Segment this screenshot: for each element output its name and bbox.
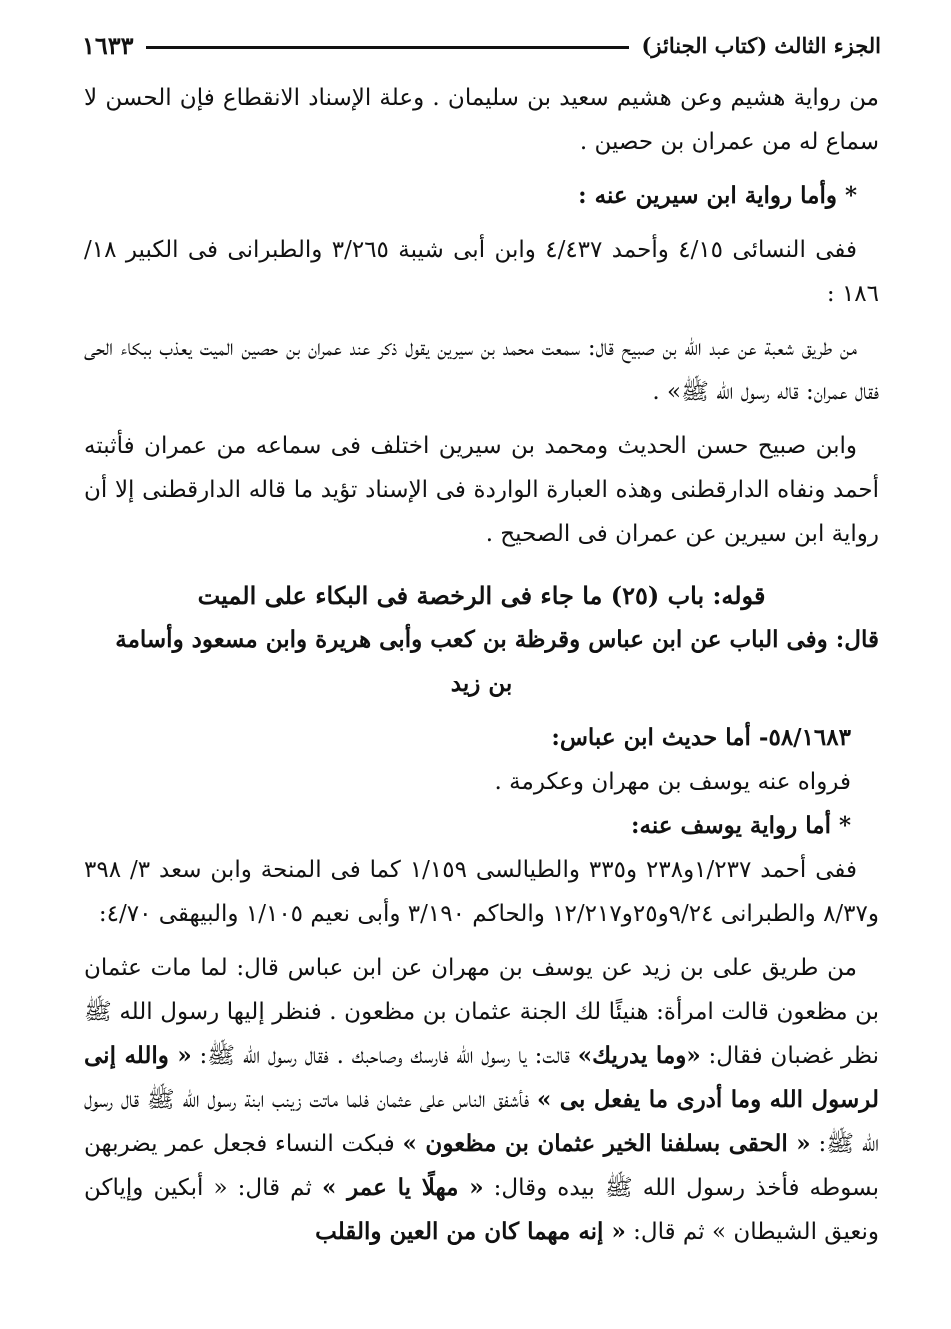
paragraph-quote: سمعت محمد بن سيرين يقول ذكر عند عمران بن حصين الميت يعذب ببكاء الحى فقال عمران: قاله رسول الله ﷺ» .	[84, 335, 879, 405]
paragraph	[84, 326, 879, 414]
text-run: ثم قال: « أبكين وإياكن ونعيق الشيطان » ثم قال:	[84, 1175, 879, 1245]
quote-run: « مهلًا يا عمر »	[321, 1174, 484, 1201]
text-run: من طريق على بن زيد عن يوسف بن مهران عن ابن عباس قال: لما مات عثمان بن مظعون قالت امرأة: هنيئًا لك الجنة عثمان بن مظعون . فنظر إليها رسول الله ﷺ نظر غضبان فقال:	[84, 955, 879, 1069]
text-run: فبكت النساء فجعل عمر يضربهن بسوطه فأخذ رسول الله ﷺ بيده وقال:	[84, 1131, 879, 1201]
paragraph: فرواه عنه يوسف بن مهران وعكرمة .	[494, 769, 851, 795]
quote-run: « والله إنى لرسول الله وما أدرى ما يفعل بى »	[84, 1042, 879, 1113]
paragraph	[84, 946, 879, 1254]
statement-label: قال:	[827, 626, 879, 653]
quote-run: « إنه مهما كان من العين والقلب	[315, 1218, 626, 1245]
page-number: ١٦٣٣	[82, 30, 134, 60]
paragraph: من رواية هشيم وعن هشيم سعيد بن سليمان . وعلة الإسناد الانقطاع فإن الحسن لا سماع له من عمران بن حصين .	[84, 85, 879, 155]
text-run: قالت: يا رسول الله فارسك وصاحبك . فقال رسول الله ﷺ:	[191, 1043, 578, 1069]
hadith-heading: ٥٨/١٦٨٣- أما حديث ابن عباس:	[551, 724, 851, 751]
chapter-statement	[84, 618, 879, 706]
section-heading: * وأما رواية ابن سيرين عنه :	[578, 182, 857, 209]
statement-text: وفى الباب عن ابن عباس وقرظة بن كعب وأبى هريرة وابن مسعود وأسامة بن زيد	[115, 626, 828, 697]
chapter-title: قوله: باب (٢٥) ما جاء فى الرخصة فى البكاء على الميت	[197, 581, 766, 610]
running-header	[82, 28, 881, 62]
paragraph-lead: من طريق شعبة عن عبد الله بن صبيح قال:	[580, 335, 858, 361]
header-rule	[146, 46, 630, 49]
text-run: فأشفق الناس على عثمان فلما ماتت زينب ابنة رسول الله ﷺ قال رسول الله ﷺ:	[84, 1087, 879, 1157]
paragraph: وابن صبيح حسن الحديث ومحمد بن سيرين اختلف فى سماعه من عمران فأثبته أحمد ونفاه الدارقطنى وهذه العبارة الواردة فى الإسناد تؤيد ما قاله الدارقطنى إلا أن رواية ابن سيرين عن عمران فى الصحيح .	[84, 433, 879, 547]
quote-run: «وما يدريك»	[577, 1042, 701, 1069]
quote-run: « الحقى بسلفنا الخير عثمان بن مظعون »	[402, 1130, 811, 1157]
paragraph: ففى النسائى ٤/١٥ وأحمد ٤/٤٣٧ وابن أبى شيبة ٣/٢٦٥ والطبرانى فى الكبير ١٨/ ١٨٦ :	[84, 237, 879, 307]
page-body	[84, 76, 879, 1254]
paragraph: ففى أحمد ١/٢٣٧و٢٣٨ و٣٣٥ والطيالسى ١/١٥٩ كما فى المنحة وابن سعد ٣/ ٣٩٨ و٨/٣٧ والطبرانى ٩/٢٤و٢٥و١٢/٢١٧ والحاكم ٣/١٩٠ وأبى نعيم ١/١٠٥ والبيهقى ٤/٧٠:	[84, 857, 879, 927]
header-title: الجزء الثالث (كتاب الجنائز)	[641, 32, 881, 58]
section-heading: * أما رواية يوسف عنه:	[631, 812, 851, 839]
